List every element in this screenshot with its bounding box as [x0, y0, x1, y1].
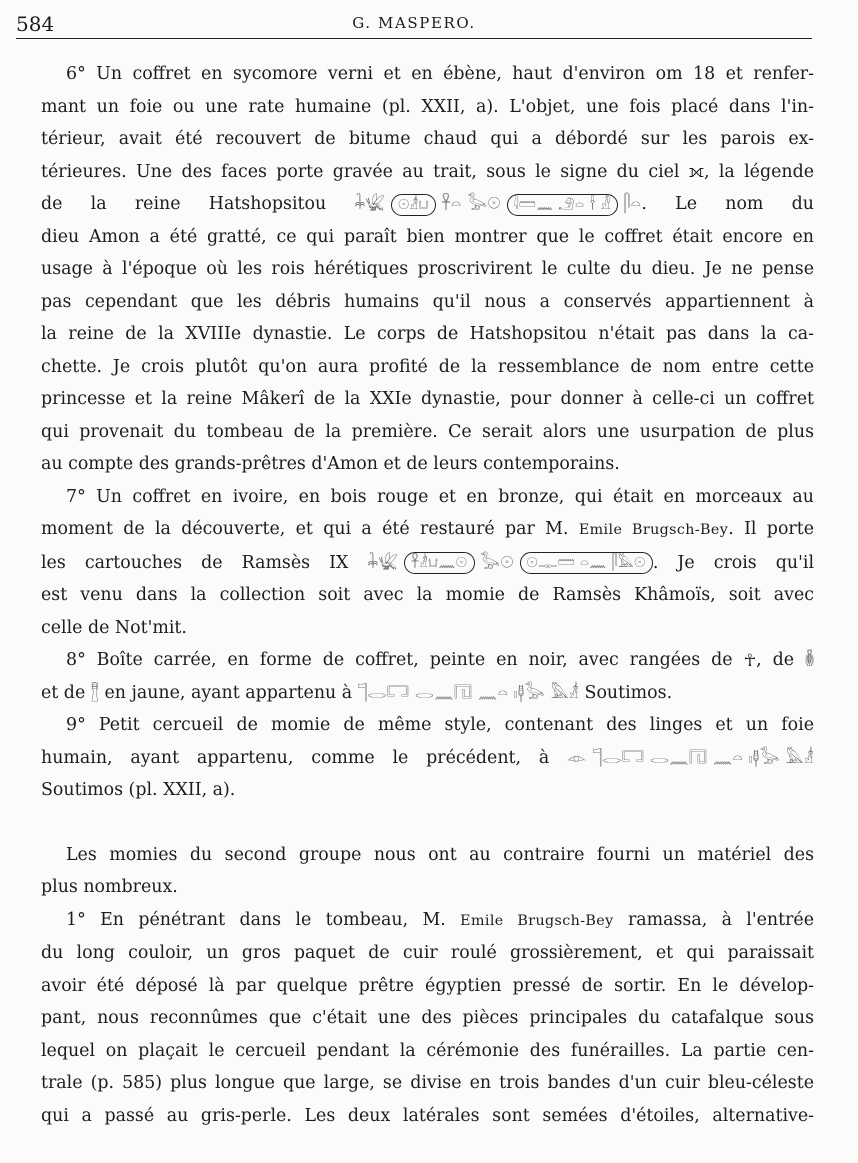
ankh-icon: ☥	[743, 650, 757, 671]
tyet-knot-icon: 𓎬	[804, 650, 814, 671]
hieroglyph-group-icon: 𓁹 𓊹𓂋𓉐 𓂋𓈖𓉔 𓈖𓏏 𓏤𓊢𓅭 𓅓𓁦	[567, 748, 814, 767]
djed-pillar-icon: 𓊽	[90, 683, 99, 703]
paragraph-line: pant, nous reconnûmes que c'était une des pièces principales du catafalque sous	[41, 1008, 814, 1028]
paragraph-line: qui provenait du tombeau de la première. Ce serait alors une usurpation de plus	[41, 421, 814, 442]
section-gap	[41, 807, 814, 839]
paragraph-line: plus nombreux.	[41, 877, 178, 897]
paragraph-line: au compte des grands-prêtres d'Amon et de leurs contemporains.	[41, 454, 620, 474]
paragraph-line: térieur, avait été recouvert de bitume chaud qui a débordé sur les parois ex-	[41, 129, 814, 149]
body-text	[41, 58, 814, 1132]
running-header	[16, 6, 812, 39]
paragraph-line: dieu Amon a été gratté, ce qui paraît bien montrer que le coffret était encore en	[41, 226, 814, 247]
paragraph-line: la reine de la XVIIIe dynastie. Le corps de Hatshopsitou n'était pas dans la ca-	[41, 324, 814, 344]
paragraph-line: lequel on plaçait le cercueil pendant la cérémonie des funérailles. La partie cen-	[41, 1040, 814, 1061]
paragraph-line: chette. Je crois plutôt qu'on aura profité de la ressemblance de nom entre cette	[41, 356, 814, 377]
paragraph-line: avoir été déposé là par quelque prêtre égyptien pressé de sortir. En le dévelop-	[41, 975, 814, 996]
paragraph-line: Soutimos (pl. XXII, a).	[41, 780, 236, 800]
paragraph-line: Les momies du second groupe nous ont au contraire fourni un matériel des	[66, 844, 814, 865]
hieroglyph-group-icon: 𓇓𓆤 𓋹𓁦𓂓𓈖𓇳 𓅭𓇳 𓇳𓊃𓏠 𓏏𓈖 𓋴𓅓𓇳	[367, 552, 652, 575]
paragraph-line: moment de la découverte, et qui a été restauré par M. Emile Brugsch-Bey. Il porte	[41, 519, 814, 539]
hieroglyph-group-icon: 𓇓𓆤 𓇳𓁦𓂓 𓋹𓏏 𓅭𓇳 𓇋𓏠𓈖 𓄂𓏏 𓌂 𓁐 𓋴𓏏	[354, 193, 641, 216]
paragraph-line: térieures. Une des faces porte gravée au trait, sous le signe du ciel ⟗, la légende	[41, 161, 814, 182]
paragraph-line: pas cependant que les débris humains qu'il nous a conservés appartiennent à	[41, 291, 814, 312]
paragraph-line: celle de Not'mit.	[41, 617, 187, 638]
paragraph-line: du long couloir, un gros paquet de cuir roulé grossièrement, et qui paraissait	[41, 943, 814, 963]
paragraph-line: 6° Un coffret en sycomore verni et en ébène, haut d'environ om 18 et renfer-	[66, 64, 814, 84]
paragraph-line: 8° Boîte carrée, en forme de coffret, peinte en noir, avec rangées de ☥, de 𓎬	[66, 650, 814, 671]
person-name: Emile Brugsch-Bey	[460, 912, 614, 929]
paragraph-line: de la reine Hatshopsitou 𓇓𓆤 𓇳𓁦𓂓 𓋹𓏏 𓅭𓇳 𓇋𓏠𓈖 𓄂𓏏 𓌂 𓁐 𓋴𓏏. Le nom du	[41, 194, 814, 214]
paragraph-line: 1° En pénétrant dans le tombeau, M. Emile Brugsch-Bey ramassa, à l'entrée	[66, 909, 814, 930]
paragraph-line: trale (p. 585) plus longue que large, se divise en trois bandes d'un cuir bleu-céleste	[41, 1073, 814, 1093]
running-title: G. MASPERO.	[352, 14, 476, 32]
cartouche-icon: 𓇳𓊃𓏠 𓏏𓈖 𓋴𓅓𓇳	[520, 552, 653, 574]
cartouche-icon: 𓋹𓁦𓂓𓈖𓇳	[404, 552, 474, 574]
paragraph-line: humain, ayant appartenu, comme le précédent, à 𓁹 𓊹𓂋𓉐 𓂋𓈖𓉔 𓈖𓏏 𓏤𓊢𓅭 𓅓𓁦	[41, 747, 814, 768]
hieroglyph-group-icon: 𓊹𓂋𓉐 𓂋𓈖𓉔 𓈖𓏏 𓏤𓊢𓅭 𓅓𓁦	[357, 683, 580, 702]
paragraph-line: les cartouches de Ramsès IX 𓇓𓆤 𓋹𓁦𓂓𓈖𓇳 𓅭𓇳 𓇳𓊃𓏠 𓏏𓈖 𓋴𓅓𓇳 . Je crois qu'il	[41, 552, 814, 573]
page-number: 584	[16, 12, 55, 36]
paragraph-line: et de 𓊽 en jaune, ayant appartenu à 𓊹𓂋𓉐 𓂋𓈖𓉔 𓈖𓏏 𓏤𓊢𓅭 𓅓𓁦 Soutimos.	[41, 682, 673, 703]
paragraph-line: usage à l'époque où les rois hérétiques proscrivirent le culte du dieu. Je ne pense	[41, 259, 814, 279]
person-name: Emile Brugsch-Bey	[578, 522, 729, 538]
paragraph-line: mant un foie ou une rate humaine (pl. XXII, a). L'objet, une fois placé dans l'in-	[41, 96, 814, 117]
paragraph-line: 9° Petit cercueil de momie de même style, contenant des linges et un foie	[66, 715, 814, 735]
paragraph-line: 7° Un coffret en ivoire, en bois rouge et en bronze, qui était en morceaux au	[66, 486, 814, 507]
paragraph-line: est venu dans la collection soit avec la momie de Ramsès Khâmoïs, soit avec	[41, 585, 814, 605]
cartouche-icon: 𓇋𓏠𓈖 𓄂𓏏 𓌂 𓁐	[507, 194, 618, 216]
paragraph-line: qui a passé au gris-perle. Les deux latérales sont semées d'étoiles, alternative-	[41, 1105, 814, 1126]
cartouche-icon: 𓇳𓁦𓂓	[391, 194, 436, 216]
paragraph-line: princesse et la reine Mâkerî de la XXIe dynastie, pour donner à celle-ci un coffret	[41, 389, 814, 409]
